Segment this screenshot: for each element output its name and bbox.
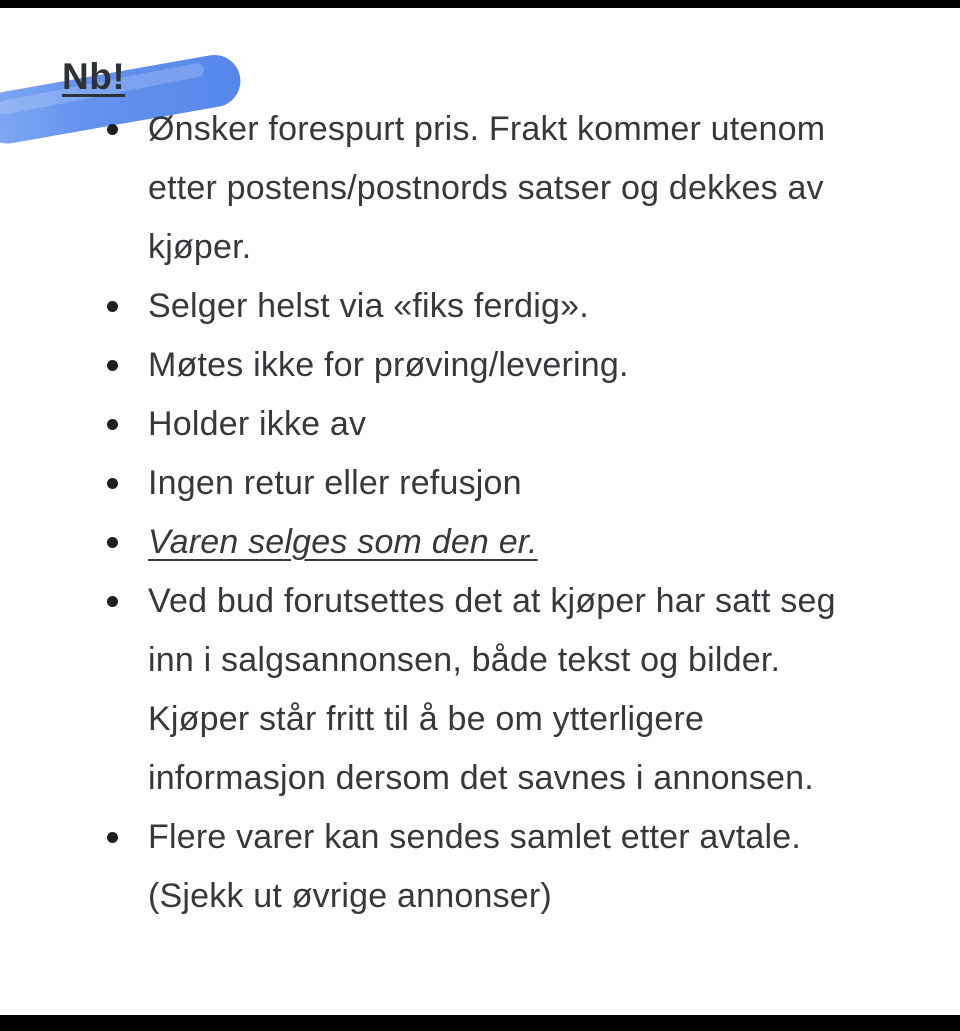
letterbox-bottom-bar bbox=[0, 1015, 960, 1031]
nb-heading: Nb! bbox=[62, 56, 126, 97]
letterbox-top-bar bbox=[0, 0, 960, 8]
list-item-emphasized: Varen selges som den er. bbox=[105, 513, 838, 572]
list-item: Ingen retur eller refusjon bbox=[105, 454, 838, 513]
list-item: Ved bud forutsettes det at kjøper har satt seg inn i salgsannonsen, både tekst og bilder. Kjøper står fritt til å be om ytterligere informasjon dersom det savnes i annonsen. bbox=[105, 572, 838, 808]
list-item: Flere varer kan sendes samlet etter avtale. (Sjekk ut øvrige annonser) bbox=[105, 808, 838, 926]
list-item: Møtes ikke for prøving/levering. bbox=[105, 336, 838, 395]
list-item: Holder ikke av bbox=[105, 395, 838, 454]
seller-terms-list bbox=[105, 100, 838, 926]
list-item: Selger helst via «fiks ferdig». bbox=[105, 277, 838, 336]
list-item: Ønsker forespurt pris. Frakt kommer utenom etter postens/postnords satser og dekkes av kjøper. bbox=[105, 100, 838, 277]
